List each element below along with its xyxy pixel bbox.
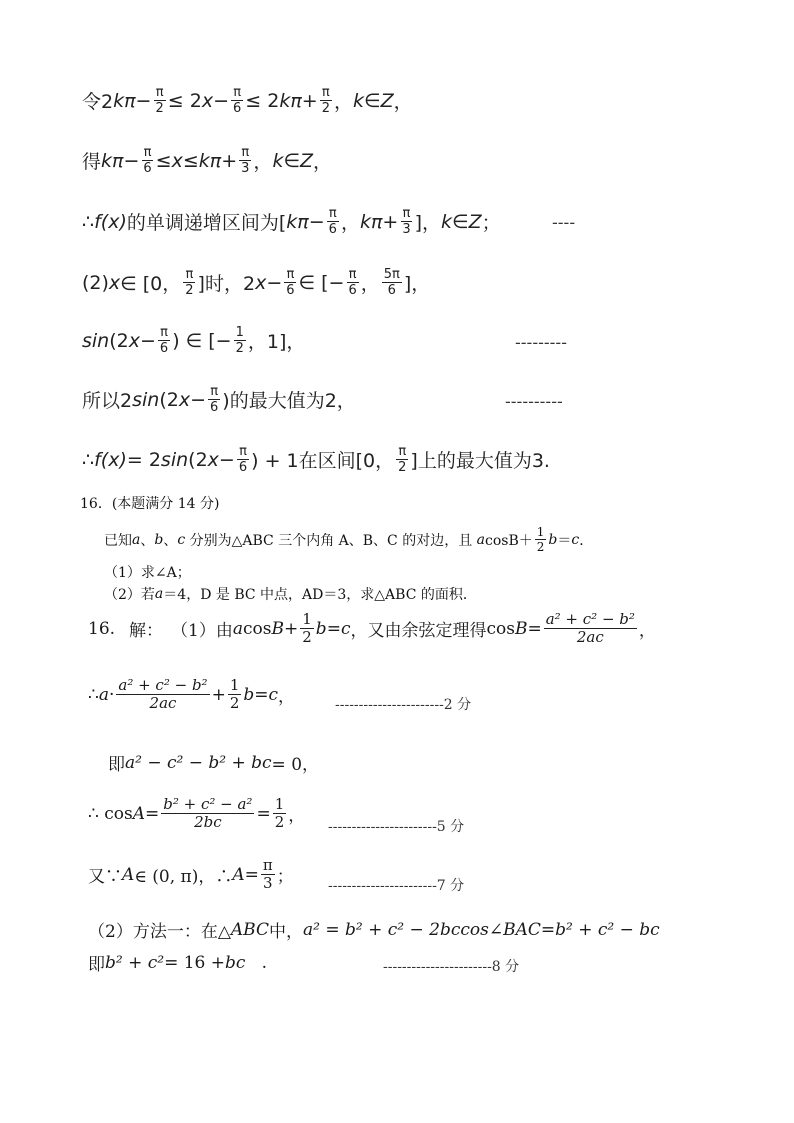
text: ∴ — [88, 684, 99, 705]
math-var: kπ — [279, 89, 302, 112]
fraction — [273, 797, 287, 830]
fraction — [237, 445, 249, 474]
denominator: 2bc — [194, 813, 222, 831]
numerator: π — [348, 267, 357, 282]
text: ]上的最大值为3. — [410, 450, 550, 472]
math-var: x — [171, 149, 183, 172]
math-var: x — [201, 89, 214, 112]
text: = — [527, 618, 542, 639]
fraction — [382, 268, 402, 297]
text: = — [326, 618, 341, 639]
math-var: kπ — [359, 210, 383, 233]
text: 中， — [268, 922, 303, 942]
numerator: π — [155, 85, 164, 100]
text: 的单调递增区间为[ — [126, 212, 287, 234]
numerator: π — [402, 206, 411, 221]
numerator: π — [321, 85, 330, 100]
math-var: bc — [225, 952, 246, 973]
math-var: c — [268, 684, 279, 705]
text: ， — [360, 273, 380, 295]
text: 、 — [163, 532, 178, 549]
denominator: 6 — [159, 341, 169, 356]
math-var: f(x) — [94, 210, 127, 233]
text: ∈ [− — [298, 271, 345, 294]
denominator: 6 — [238, 460, 248, 475]
math-var: k — [353, 89, 365, 112]
fraction — [161, 797, 254, 830]
math-expr: a² = b² + c² − 2bc — [302, 919, 461, 940]
fraction — [396, 445, 408, 474]
score-dash: -----------------------7 分 — [328, 878, 465, 894]
text: ， — [253, 151, 273, 173]
line-2 — [82, 146, 332, 175]
math-var: kπ — [101, 149, 124, 172]
denominator: 2 — [274, 813, 285, 831]
denominator: 3 — [263, 874, 273, 892]
math-var: a — [154, 586, 164, 602]
score-dash: --------- — [515, 333, 567, 352]
solution-line-1 — [88, 612, 656, 645]
text: 所以2 — [82, 390, 133, 412]
denominator: 2 — [536, 540, 545, 554]
text: （1）求∠A； — [104, 565, 191, 581]
math-func: cos — [243, 618, 272, 639]
fraction — [346, 268, 358, 297]
math-var: k — [441, 210, 453, 233]
text: + — [284, 618, 299, 639]
text: = — [540, 919, 556, 940]
text: ) ∈ [− — [172, 329, 232, 352]
fraction — [284, 268, 296, 297]
text: = 16 + — [164, 952, 226, 973]
text: ) + 1在区间[0， — [251, 450, 395, 472]
math-var: a — [98, 684, 109, 705]
math-var: a — [132, 531, 141, 548]
denominator: 2ac — [149, 694, 177, 712]
numerator: π — [398, 444, 407, 459]
text: )的最大值为2， — [222, 390, 356, 412]
numerator: 1 — [302, 610, 312, 628]
numerator: π — [185, 267, 194, 282]
denominator: 6 — [328, 222, 337, 237]
math-func: cos∠ — [460, 919, 504, 940]
text: ∈ — [452, 210, 469, 233]
denominator: 2 — [398, 460, 407, 475]
math-var: k — [272, 149, 284, 172]
numerator: 1 — [536, 525, 545, 539]
math-func: sin — [132, 388, 160, 411]
numerator: π — [143, 145, 152, 160]
numerator: π — [328, 206, 337, 221]
text: ]， — [403, 273, 431, 295]
text: = — [244, 864, 259, 885]
solution-line-7 — [88, 950, 267, 975]
math-var: kπ — [286, 210, 309, 233]
numerator: a² + c² − b² — [545, 610, 635, 628]
numerator: π — [262, 856, 273, 874]
text: ， — [288, 806, 306, 826]
text: ， — [278, 687, 296, 707]
text: = 2 — [126, 448, 161, 471]
fraction — [228, 678, 242, 711]
text: ∈ [0， — [120, 273, 182, 295]
text: （2）若 — [104, 587, 155, 603]
line-7 — [82, 445, 550, 474]
numerator: π — [239, 444, 247, 459]
text: (2 — [109, 329, 129, 352]
text: − — [190, 388, 207, 411]
score-dash: -----------------------2 分 — [335, 697, 472, 713]
math-expr: b² + c² − bc — [555, 919, 660, 940]
text: ， — [340, 212, 360, 234]
fraction — [116, 678, 209, 711]
math-var: A — [232, 864, 245, 885]
denominator: 3 — [241, 161, 250, 176]
math-var: a — [232, 618, 244, 639]
denominator: 6 — [286, 283, 295, 298]
text: 得 — [82, 151, 102, 173]
math-var: Z — [468, 210, 482, 233]
fraction — [231, 86, 243, 115]
math-var: c — [340, 618, 351, 639]
denominator: 6 — [387, 283, 396, 298]
text: . — [245, 952, 268, 973]
text: 16. — [88, 618, 116, 639]
text: ∴ cos — [88, 803, 133, 824]
text: · — [108, 684, 115, 705]
math-var: b — [548, 531, 558, 548]
math-var: x — [255, 271, 267, 294]
numerator: π — [210, 384, 219, 399]
math-func: sin — [160, 448, 189, 471]
math-var: ABC — [230, 919, 269, 940]
score-dash: -----------------------8 分 — [383, 959, 520, 975]
text: 即 — [88, 955, 105, 975]
text: = — [144, 803, 160, 824]
denominator: 6 — [232, 101, 242, 116]
text: = — [256, 803, 271, 824]
numerator: 5π — [383, 267, 400, 282]
math-var: x — [178, 388, 191, 411]
denominator: 3 — [402, 222, 411, 237]
text: 、 — [140, 532, 155, 549]
text: − — [308, 210, 325, 233]
fraction — [141, 146, 153, 175]
text: ]时，2 — [197, 273, 256, 295]
text: − — [266, 271, 283, 294]
solution-line-2 — [88, 678, 295, 711]
text: cosB＋ — [485, 532, 533, 549]
math-var: x — [207, 448, 219, 471]
text: 令2 — [82, 91, 114, 113]
math-var: b — [243, 684, 255, 705]
solution-line-4 — [88, 797, 305, 830]
text: 又∵ — [88, 867, 122, 887]
line-3 — [82, 207, 501, 236]
fraction — [234, 326, 246, 355]
denominator: 2 — [302, 628, 312, 646]
math-func: sin — [82, 329, 110, 352]
math-var: B — [514, 618, 528, 639]
denominator: 2 — [155, 101, 164, 116]
math-var: a — [476, 531, 486, 548]
solution-line-3 — [108, 750, 319, 775]
text: ∴ — [82, 210, 95, 233]
math-var: c — [177, 531, 186, 548]
text: ； — [276, 867, 294, 887]
question-part-2 — [104, 584, 477, 604]
numerator: a² + c² − b² — [118, 676, 208, 694]
math-var: f(x) — [94, 448, 127, 471]
numerator: 1 — [274, 795, 285, 813]
text: ≤ 2 — [167, 89, 202, 112]
math-expr: b² + c² — [105, 952, 165, 973]
denominator: 2 — [229, 694, 240, 712]
text: 已知 — [104, 532, 132, 549]
text: ∴ — [82, 448, 95, 471]
math-var: A — [132, 803, 145, 824]
text: 解： — [129, 621, 164, 641]
text: + — [301, 89, 318, 112]
text: ，又由余弦定理得 — [350, 621, 487, 641]
fraction — [208, 385, 220, 414]
fraction — [153, 86, 165, 115]
math-var: b — [154, 531, 164, 548]
numerator: π — [286, 267, 295, 282]
text: = 0， — [271, 755, 320, 775]
math-var: x — [128, 329, 140, 352]
math-func: cos — [486, 618, 515, 639]
line-5 — [82, 326, 305, 355]
text: ． — [579, 532, 594, 549]
math-var: BAC — [503, 919, 541, 940]
text: （1）由 — [171, 621, 233, 641]
numerator: π — [160, 325, 168, 340]
text: ＝4，D 是 BC 中点，AD＝3，求△ABC 的面积． — [163, 587, 477, 603]
numerator: 1 — [229, 676, 240, 694]
math-var: kπ — [198, 149, 222, 172]
line-1 — [82, 86, 413, 115]
text: ，1]， — [247, 331, 306, 353]
text: − — [140, 329, 156, 352]
math-var: x — [108, 271, 121, 294]
text: ， — [313, 151, 333, 173]
fraction — [535, 526, 547, 553]
text: 分别为△ABC 三个内角 A、B、C 的对边，且 — [185, 532, 477, 549]
score-dash: ---------- — [505, 392, 563, 411]
question-stem — [104, 526, 593, 553]
fraction — [300, 612, 314, 645]
text: − — [135, 89, 152, 112]
denominator: 6 — [210, 400, 219, 415]
fraction — [327, 207, 339, 236]
text: ∈ — [364, 89, 381, 112]
text: + — [211, 684, 226, 705]
text: （2）方法一：在△ — [88, 922, 231, 942]
text: ∈ — [283, 149, 301, 172]
math-var: A — [122, 864, 135, 885]
text: − — [213, 89, 229, 112]
text: − — [218, 448, 235, 471]
text: ， — [638, 621, 656, 641]
fraction — [239, 146, 251, 175]
text: + — [382, 210, 399, 233]
math-var: b — [315, 618, 327, 639]
fraction — [158, 326, 170, 355]
text: ≤ — [155, 149, 172, 172]
numerator: 1 — [235, 325, 244, 340]
text: ≤ — [182, 149, 199, 172]
score-dash: ---- — [552, 213, 576, 232]
text: (2 — [188, 448, 208, 471]
fraction — [320, 86, 332, 115]
denominator: 6 — [143, 161, 152, 176]
solution-line-5 — [88, 858, 294, 891]
numerator: b² + c² − a² — [163, 795, 253, 813]
text: ]， — [414, 212, 442, 234]
math-var: kπ — [113, 89, 136, 112]
math-var: c — [571, 531, 580, 548]
text: ， — [333, 91, 353, 113]
text: 16．(本题满分 14 分) — [80, 496, 220, 512]
text: ； — [481, 212, 501, 234]
math-var: Z — [380, 89, 394, 112]
question-title — [80, 493, 219, 513]
math-expr: a² − c² − b² + bc — [125, 752, 272, 773]
math-var: B — [271, 618, 284, 639]
text: ＝ — [557, 532, 572, 549]
text: ∈ (0, π)，∴ — [134, 867, 233, 887]
fraction — [261, 858, 275, 891]
fraction — [400, 207, 412, 236]
denominator: 6 — [348, 283, 357, 298]
score-dash: -----------------------5 分 — [328, 819, 465, 835]
denominator: 2 — [321, 101, 330, 116]
line-4 — [82, 268, 430, 297]
solution-line-6 — [88, 917, 660, 942]
text: − — [123, 149, 140, 172]
text: 即 — [108, 755, 125, 775]
question-part-1 — [104, 562, 191, 582]
line-6 — [82, 385, 356, 414]
math-var: Z — [300, 149, 314, 172]
fraction — [183, 268, 195, 297]
numerator: π — [241, 145, 250, 160]
fraction — [544, 612, 637, 645]
text: + — [221, 149, 238, 172]
text: ， — [393, 91, 413, 113]
numerator: π — [233, 85, 242, 100]
text: ≤ 2 — [245, 89, 280, 112]
denominator: 2ac — [576, 628, 604, 646]
text: = — [254, 684, 269, 705]
text: (2) — [82, 271, 109, 294]
denominator: 2 — [235, 341, 244, 356]
denominator: 2 — [185, 283, 194, 298]
text: (2 — [159, 388, 179, 411]
